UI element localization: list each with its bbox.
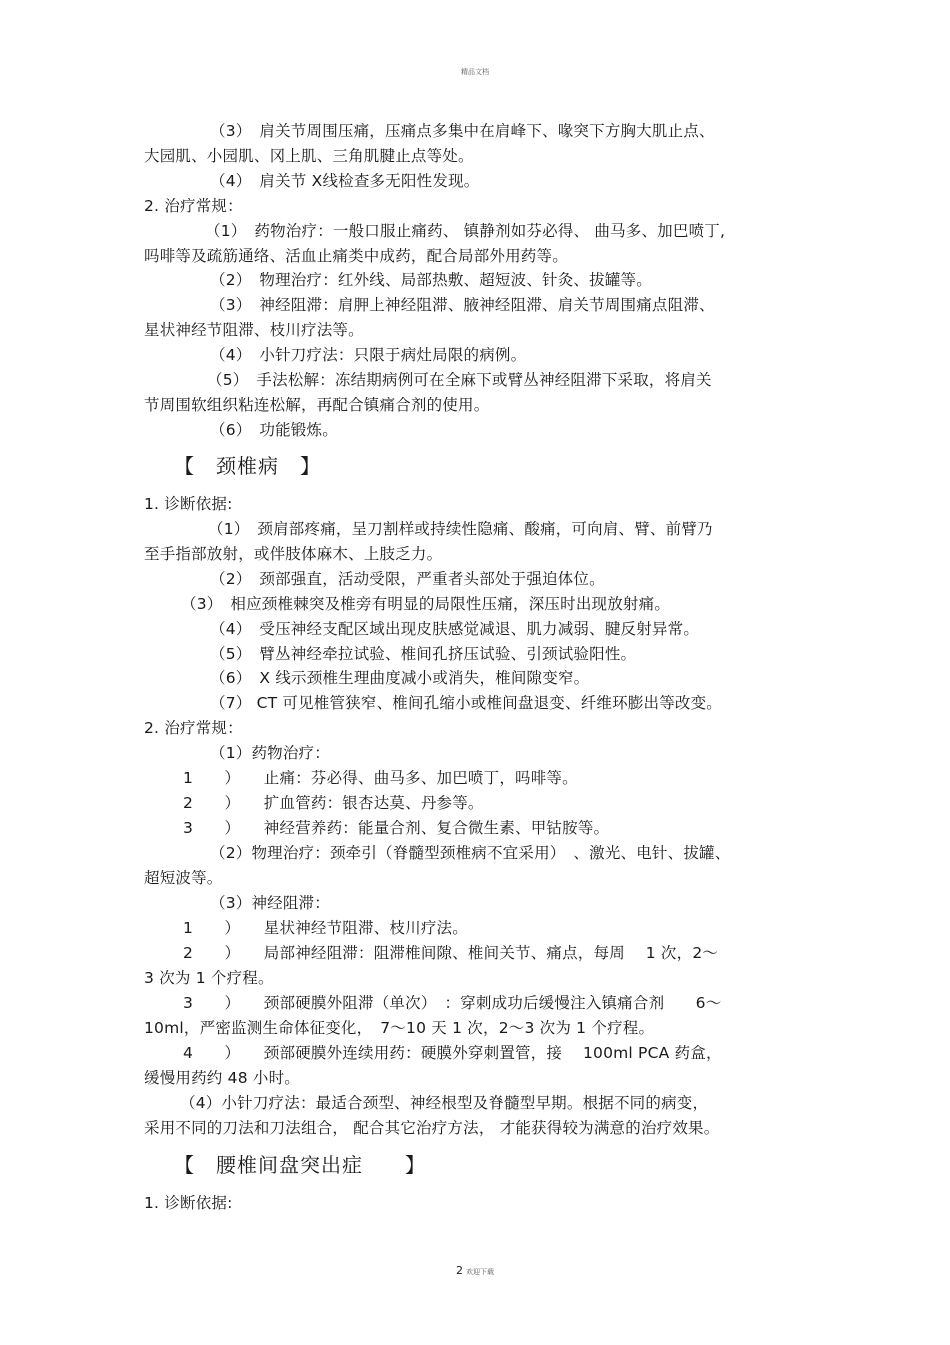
text-line: （2）物理治疗：颈牵引（脊髓型颈椎病不宜采用） 、激光、电针、拔罐、 xyxy=(210,844,731,862)
text-line: （3） 神经阻滞：肩胛上神经阻滞、腋神经阻滞、肩关节周围痛点阻滞、 xyxy=(210,296,715,314)
text-line: （1） 颈肩部疼痛，呈刀割样或持续性隐痛、酸痛，可向肩、臂、前臂乃 xyxy=(208,520,713,538)
section-heading: 【 颈椎病 】 xyxy=(174,454,321,478)
text-line: 超短波等。 xyxy=(144,869,223,887)
text-line: 2. 治疗常规： xyxy=(144,719,243,737)
text-line: 星状神经节阻滞、枝川疗法等。 xyxy=(144,321,364,339)
text-line: 采用不同的刀法和刀法组合， 配合其它治疗方法， 才能获得较为满意的治疗效果。 xyxy=(144,1119,720,1137)
text-line: 1. 诊断依据: xyxy=(144,1194,233,1212)
text-line: 3 次为 1 个疗程。 xyxy=(144,969,274,987)
text-line: 1. 诊断依据: xyxy=(144,495,233,513)
text-line: （5） 手法松解：冻结期病例可在全麻下或臂丛神经阻滞下采取，将肩关 xyxy=(207,371,712,389)
page-footer xyxy=(0,1259,950,1278)
text-line: 节周围软组织粘连松解，再配合镇痛合剂的使用。 xyxy=(144,396,490,414)
text-line: （1） 药物治疗：一般口服止痛药、 镇静剂如芬必得、 曲马多、加巴喷丁, xyxy=(205,222,726,240)
text-line: （6） 功能锻炼。 xyxy=(210,421,338,439)
text-line: （3） 肩关节周围压痛，压痛点多集中在肩峰下、喙突下方胸大肌止点、 xyxy=(210,122,715,140)
page-number: 2 xyxy=(456,1264,463,1277)
text-line: （3）神经阻滞： xyxy=(210,894,330,912)
text-line: （4） 受压神经支配区域出现皮肤感觉减退、肌力减弱、腱反射异常。 xyxy=(210,620,700,638)
header-watermark: 精品文档 xyxy=(461,68,489,76)
text-line: （5） 臂丛神经牵拉试验、椎间孔挤压试验、引颈试验阳性。 xyxy=(210,645,637,663)
text-line: 1 ） 止痛：芬必得、曲马多、加巴喷丁，吗啡等。 xyxy=(183,769,578,787)
text-line: （4） 小针刀疗法：只限于病灶局限的病例。 xyxy=(210,346,527,364)
text-line: 4 ） 颈部硬膜外连续用药：硬膜外穿刺置管，接 100ml PCA 药盒， xyxy=(183,1044,722,1062)
text-line: 2. 治疗常规： xyxy=(144,197,243,215)
text-line: （6） X 线示颈椎生理曲度减小或消失，椎间隙变窄。 xyxy=(210,669,590,687)
text-line: 缓慢用药约 48 小时。 xyxy=(144,1069,300,1087)
text-line: （4）小针刀疗法：最适合颈型、神经根型及脊髓型早期。根据不同的病变， xyxy=(180,1094,709,1112)
footer-text: 欢迎下载 xyxy=(466,1268,494,1276)
text-line: 大园肌、小园肌、冈上肌、三角肌腱止点等处。 xyxy=(144,147,474,165)
text-line: 至手指部放射，或伴肢体麻木、上肢乏力。 xyxy=(144,545,443,563)
text-line: 10ml，严密监测生命体征变化， 7～10 天 1 次，2～3 次为 1 个疗程。 xyxy=(144,1019,655,1037)
text-line: （7） CT 可见椎管狭窄、椎间孔缩小或椎间盘退变、纤维环膨出等改变。 xyxy=(210,694,723,712)
text-line: （4） 肩关节 X线检查多无阳性发现。 xyxy=(210,172,480,190)
text-line: 2 ） 局部神经阻滞：阻滞椎间隙、椎间关节、痛点，每周 1 次，2～ xyxy=(183,944,719,962)
text-line: （2） 颈部强直，活动受限，严重者头部处于强迫体位。 xyxy=(210,570,605,588)
section-heading: 【 腰椎间盘突出症 】 xyxy=(174,1153,426,1177)
text-line: 2 ） 扩血管药：银杏达莫、丹参等。 xyxy=(183,794,484,812)
text-line: 3 ） 神经营养药：能量合剂、复合微生素、甲钴胺等。 xyxy=(183,819,610,837)
text-line: （3） 相应颈椎棘突及椎旁有明显的局限性压痛，深压时出现放射痛。 xyxy=(181,595,671,613)
text-line: 吗啡等及疏筋通络、活血止痛类中成药，配合局部外用药等。 xyxy=(144,247,568,265)
text-line: （2） 物理治疗：红外线、局部热敷、超短波、针灸、拔罐等。 xyxy=(210,271,652,289)
text-line: 1 ） 星状神经节阻滞、枝川疗法。 xyxy=(183,919,468,937)
text-line: 3 ） 颈部硬膜外阻滞（单次） ：穿刺成功后缓慢注入镇痛合剂 6～ xyxy=(183,994,722,1012)
text-line: （1）药物治疗： xyxy=(210,744,330,762)
